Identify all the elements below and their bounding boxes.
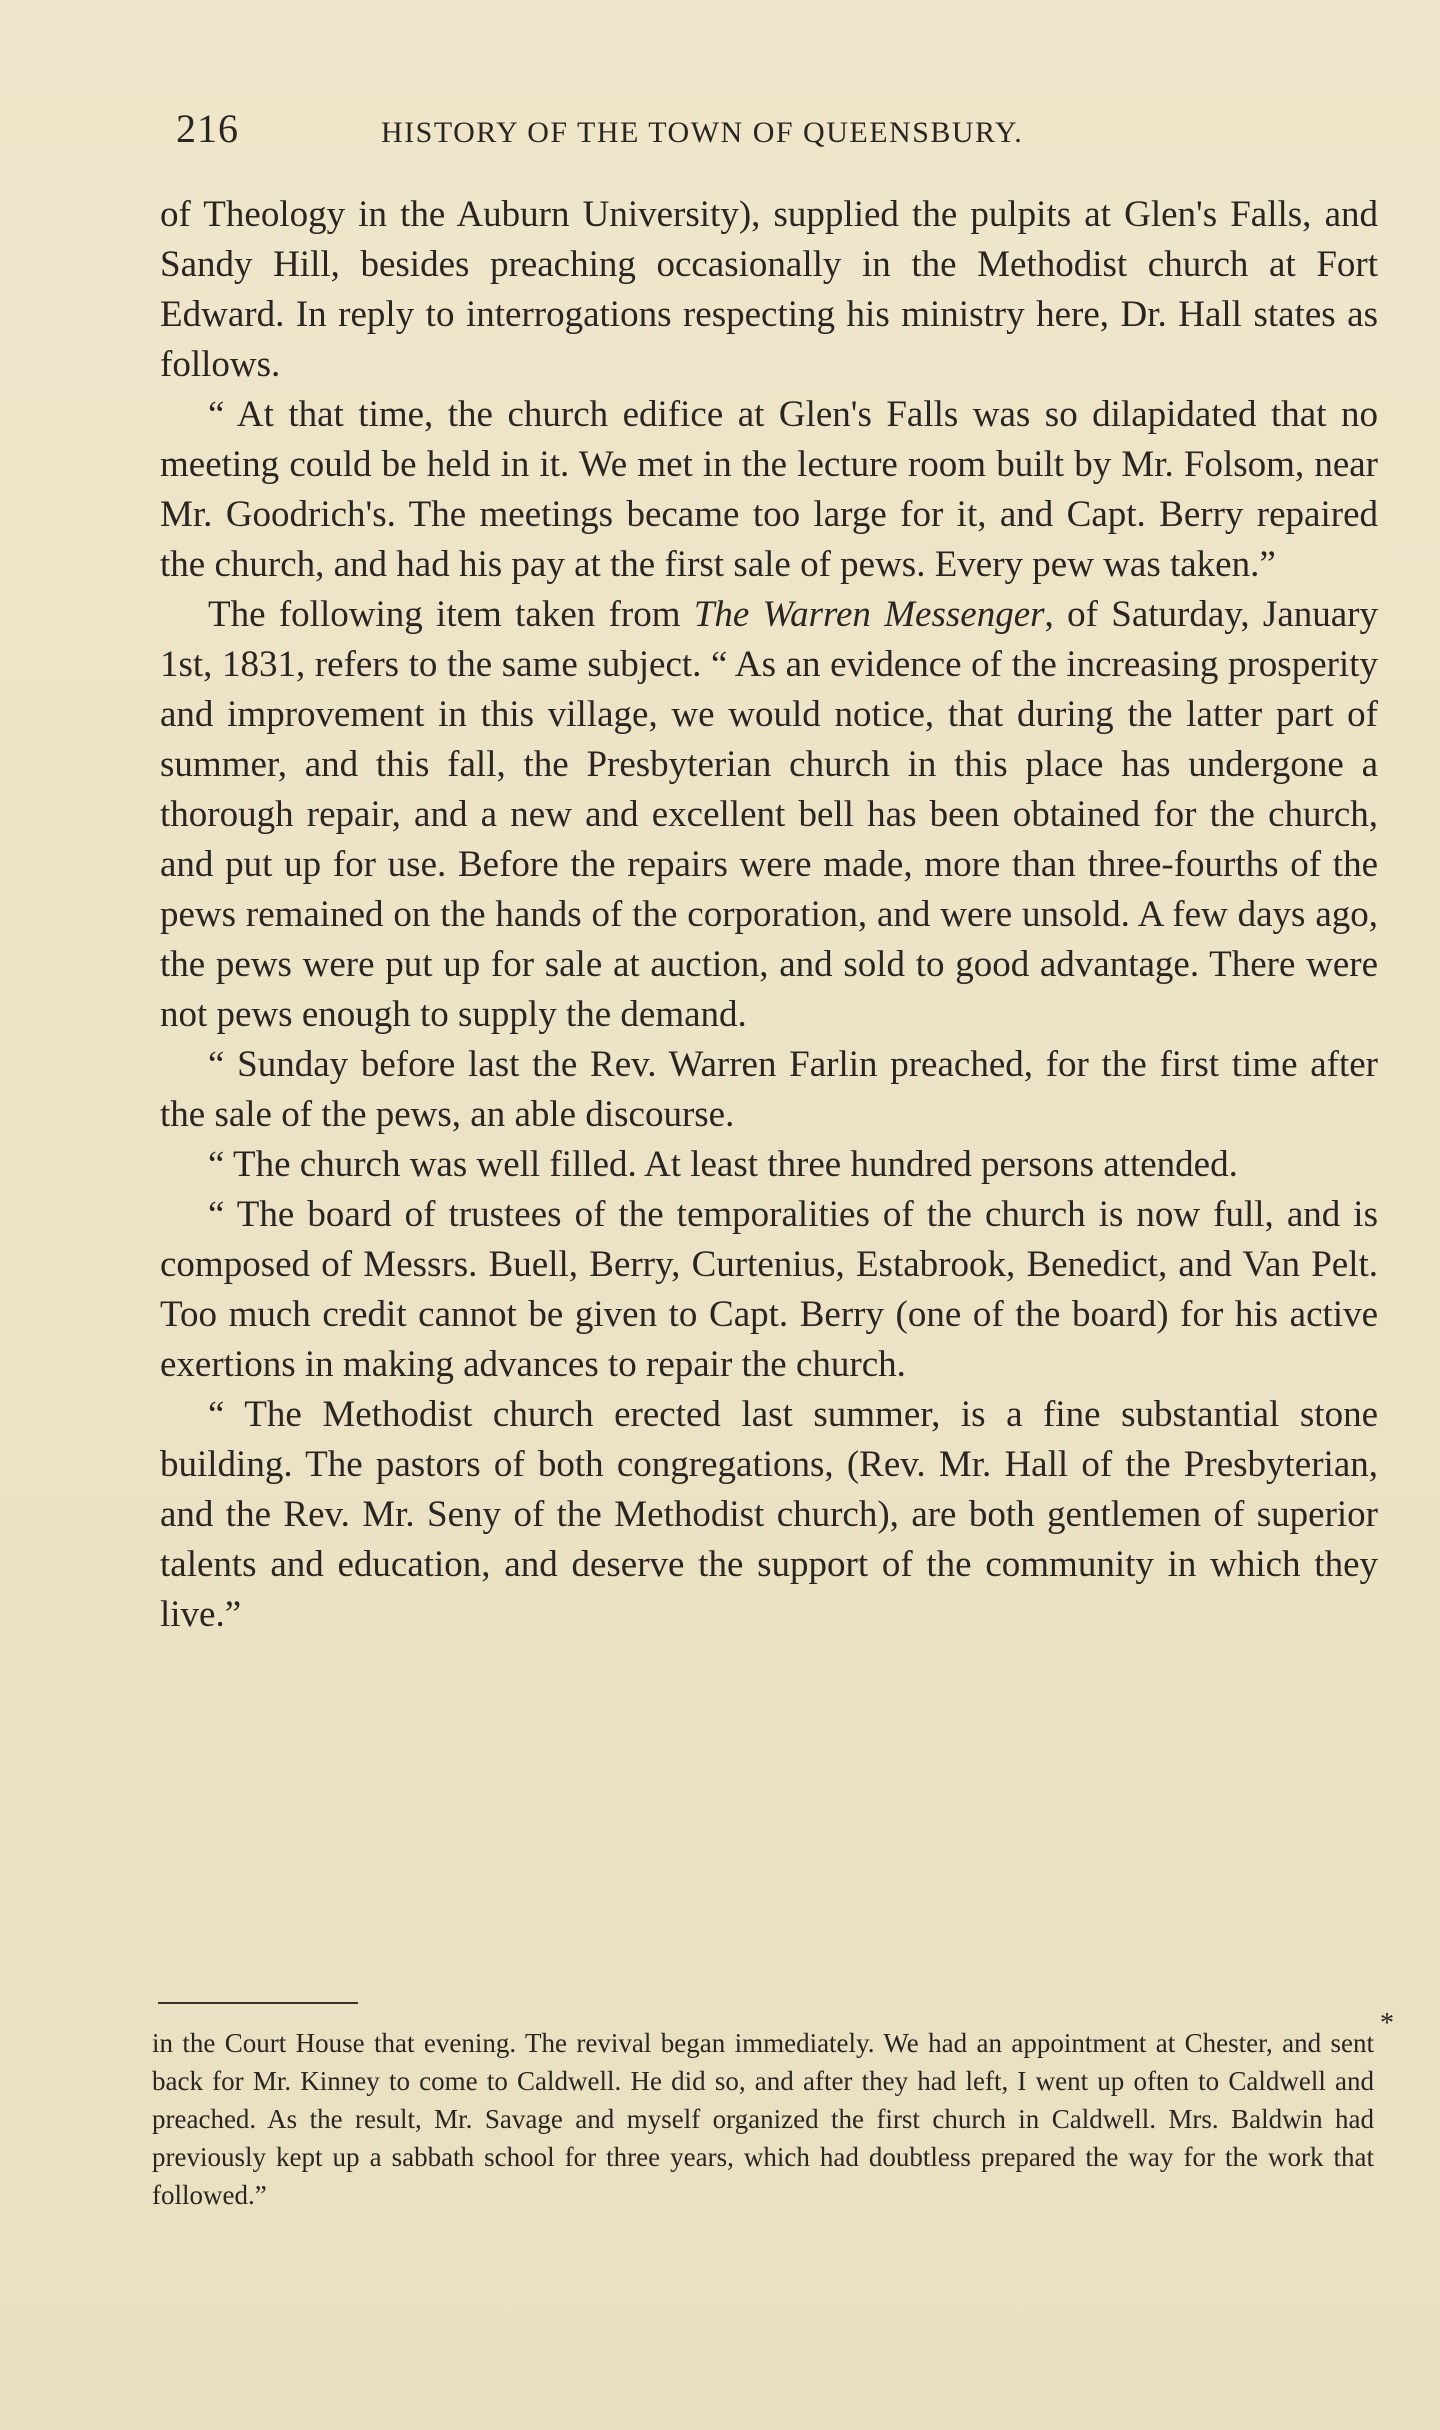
paragraph-board-of-trustees: “ The board of trustees of the temporalities of the church is now full, and is composed of Messrs. Buell, Berry, Curtenius, Estabrook, Benedict, and Van Pelt. Too much credit cannot be given to Capt. Berry (one of the board) for his active exertions in making advances to repair the church. — [160, 1194, 1378, 1385]
footnote-marker: * — [1380, 2008, 1394, 2039]
paragraph-methodist-church: “ The Methodist church erected last summer, is a fine substantial stone building. The pastors of both congregations, (Rev. Mr. Hall of the Presbyterian, and the Rev. Mr. Seny of the Methodist church), are both gentlemen of superior talents and education, and deserve the support of the community in which they live.” — [160, 1394, 1378, 1635]
page-number: 216 — [176, 106, 239, 151]
footnote-text: in the Court House that evening. The revival began immediately. We had an appointment at Chester, and sent back for Mr. Kinney to come to Caldwell. He did so, and after they had left, I went up often to Caldwell and preached. As the result, Mr. Savage and myself organized the first church in Caldwell. Mrs. Baldwin had previously kept up a sabbath school for three years, which had doubtless prepared the way for the work that followed.” — [152, 2028, 1374, 2210]
paragraph-hall-quote: “ At that time, the church edifice at Glen's Falls was so dilapidated that no meeting could be held in it. We met in the lecture room built by Mr. Folsom, near Mr. Goodrich's. The meetings became too large for it, and Capt. Berry repaired the church, and had his pay at the first sale of pews. Every pew was taken.” — [160, 394, 1378, 585]
paragraph-lead: The following item taken from — [208, 594, 694, 635]
footnote-divider — [158, 2002, 358, 2004]
page-header — [176, 104, 1391, 154]
body-text — [160, 190, 1378, 1640]
paragraph-rest: , of Saturday, January 1st, 1831, refers to the same subject. “ As an evidence of the increasing prosperity and improvement in this village, we would notice, that during the latter part of summer, and this fall, the Presbyterian church in this place has undergone a thorough repair, and a new and excellent bell has been obtained for the church, and put up for use. Before the repairs were made, more than three-fourths of the pews remained on the hands of the corporation, and were unsold. A few days ago, the pews were put up for sale at auction, and sold to good advantage. There were not pews enough to supply the demand. — [160, 594, 1378, 1035]
running-title: HISTORY OF THE TOWN OF QUEENSBURY. — [381, 116, 1024, 149]
paragraph-continuation: of Theology in the Auburn University), supplied the pulpits at Glen's Falls, and Sandy Hill, besides preaching occasionally in the Methodist church at Fort Edward. In reply to interrogations respecting his ministry here, Dr. Hall states as follows. — [160, 194, 1378, 385]
paragraph-church-filled: “ The church was well filled. At least three hundred persons attended. — [208, 1144, 1238, 1185]
paragraph-warren-messenger — [160, 590, 1378, 1040]
footnote — [152, 2024, 1374, 2214]
paragraph-sunday-sermon: “ Sunday before last the Rev. Warren Farlin preached, for the first time after the sale of the pews, an able discourse. — [160, 1044, 1378, 1135]
newspaper-title: The Warren Messenger — [693, 594, 1045, 635]
